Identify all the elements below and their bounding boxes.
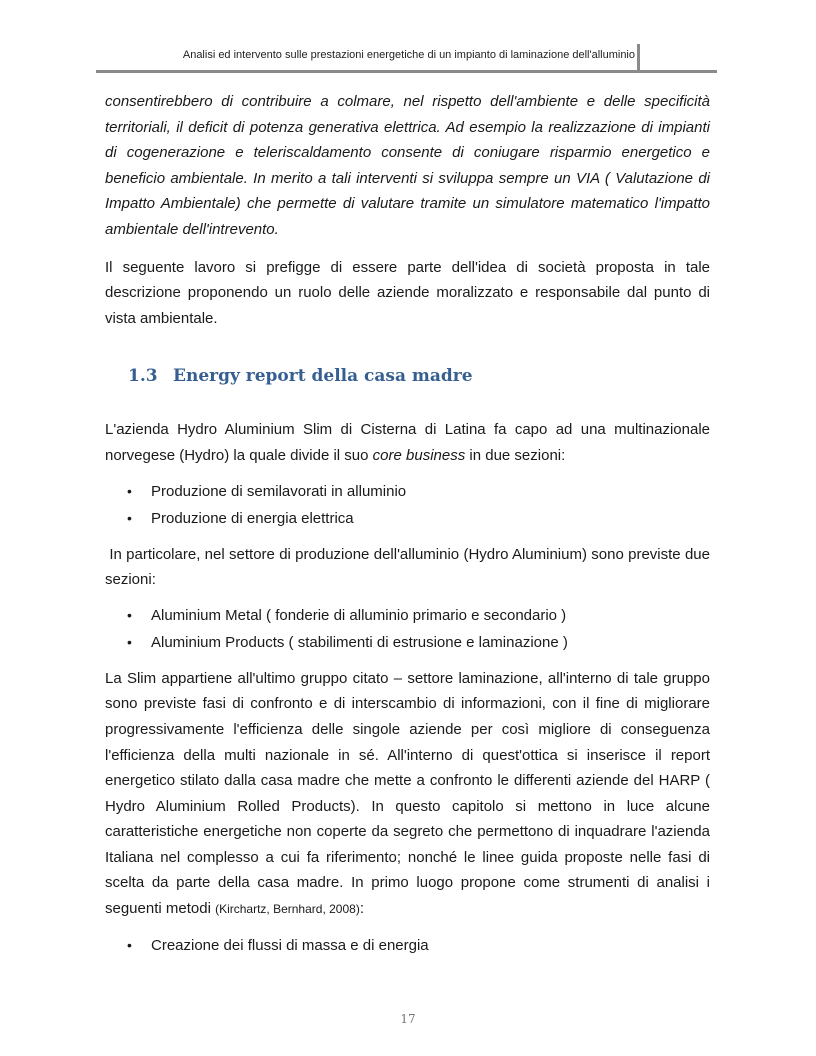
section-number: 1.3 [128, 366, 158, 387]
paragraph-company [105, 417, 710, 468]
list-item [105, 602, 710, 629]
section-heading [128, 364, 710, 388]
list-item-text: Aluminium Metal ( fonderie di alluminio primario e secondario ) [151, 606, 567, 624]
paragraph-slim-end: : [359, 900, 364, 918]
bullet-icon: • [127, 482, 132, 499]
bullet-list-aluminium-sections [105, 602, 710, 656]
bullet-list-core-business [105, 478, 710, 532]
running-header-title: Analisi ed intervento sulle prestazioni energetiche di un impianto di laminazione dell'alluminio [182, 49, 635, 61]
list-item-text: Produzione di semilavorati in alluminio [151, 482, 407, 500]
bullet-list-methods [105, 932, 710, 959]
page-body [105, 89, 710, 959]
paragraph-sections [105, 542, 710, 593]
bullet-icon: • [127, 633, 132, 650]
list-item-text: Aluminium Products ( stabilimenti di estrusione e laminazione ) [151, 633, 568, 651]
list-item [105, 478, 710, 505]
list-item [105, 505, 710, 532]
list-item-text: Produzione di energia elettrica [151, 509, 354, 527]
running-header [96, 44, 717, 74]
bullet-icon: • [127, 509, 132, 526]
bullet-icon: • [127, 936, 132, 953]
list-item [105, 629, 710, 656]
list-item [105, 932, 710, 959]
section-title: Energy report della casa madre [173, 366, 473, 387]
paragraph-purpose: Il seguente lavoro si prefigge di essere parte dell'idea di società proposta in tale descrizione proponendo un ruolo delle aziende moralizzato e responsabile dal punto di vista ambientale. [105, 258, 710, 327]
page-number: 17 [400, 1012, 416, 1026]
bullet-icon: • [127, 606, 132, 623]
list-item-text: Creazione dei flussi di massa e di energia [151, 936, 429, 954]
core-business-term: core business [372, 446, 466, 464]
paragraph-slim [105, 666, 710, 923]
paragraph-company-text-end: in due sezioni: [465, 446, 566, 464]
paragraph-sections-text: In particolare, nel settore di produzione dell'alluminio (Hydro Aluminium) sono previste due sezioni: [105, 545, 710, 589]
header-vertical-rule [637, 44, 640, 71]
paragraph-company-text-start: L'azienda Hydro Aluminium Slim di Cisterna di Latina fa capo ad una multinazionale norvegese (Hydro) la quale divide il suo [105, 421, 710, 464]
paragraph-slim-text: La Slim appartiene all'ultimo gruppo citato – settore laminazione, all'interno di tale gruppo sono previste fasi di confronto e di interscambio di informazioni, con il fine di migliorare progressivamente l'efficienza delle singole aziende per così migliore di conseguenza l'efficienza della multi nazionale in sé. All'interno di quest'ottica si inserisce il report energetico stilato dalla casa madre che mette a confronto le differenti aziende del HARP ( Hydro Aluminium Rolled Products). In questo capitolo si mettono in luce alcune caratteristiche energetiche non coperte da segreto che permettono di inquadrare l'azienda Italiana nel complesso a cui fa riferimento; nonché le linee guida proposte nelle fasi di scelta da parte della casa madre. In primo luogo propone come strumenti di analisi i seguenti metodi [105, 669, 710, 918]
intro-paragraph: consentirebbero di contribuire a colmare, nel rispetto dell'ambiente e delle specificità territoriali, il deficit di potenza generativa elettrica. Ad esempio la realizzazione di impianti di cogenerazione e teleriscaldamento consente di coniugare risparmio energetico e beneficio ambientale. In merito a tali interventi si sviluppa sempre un VIA ( Valutazione di Impatto Ambientale) che permette di valutare tramite un simulatore matematico l'impatto ambientale dell'intrevento. [105, 93, 710, 238]
citation: (Kirchartz, Bernhard, 2008) [215, 902, 360, 917]
header-horizontal-rule [96, 70, 717, 73]
